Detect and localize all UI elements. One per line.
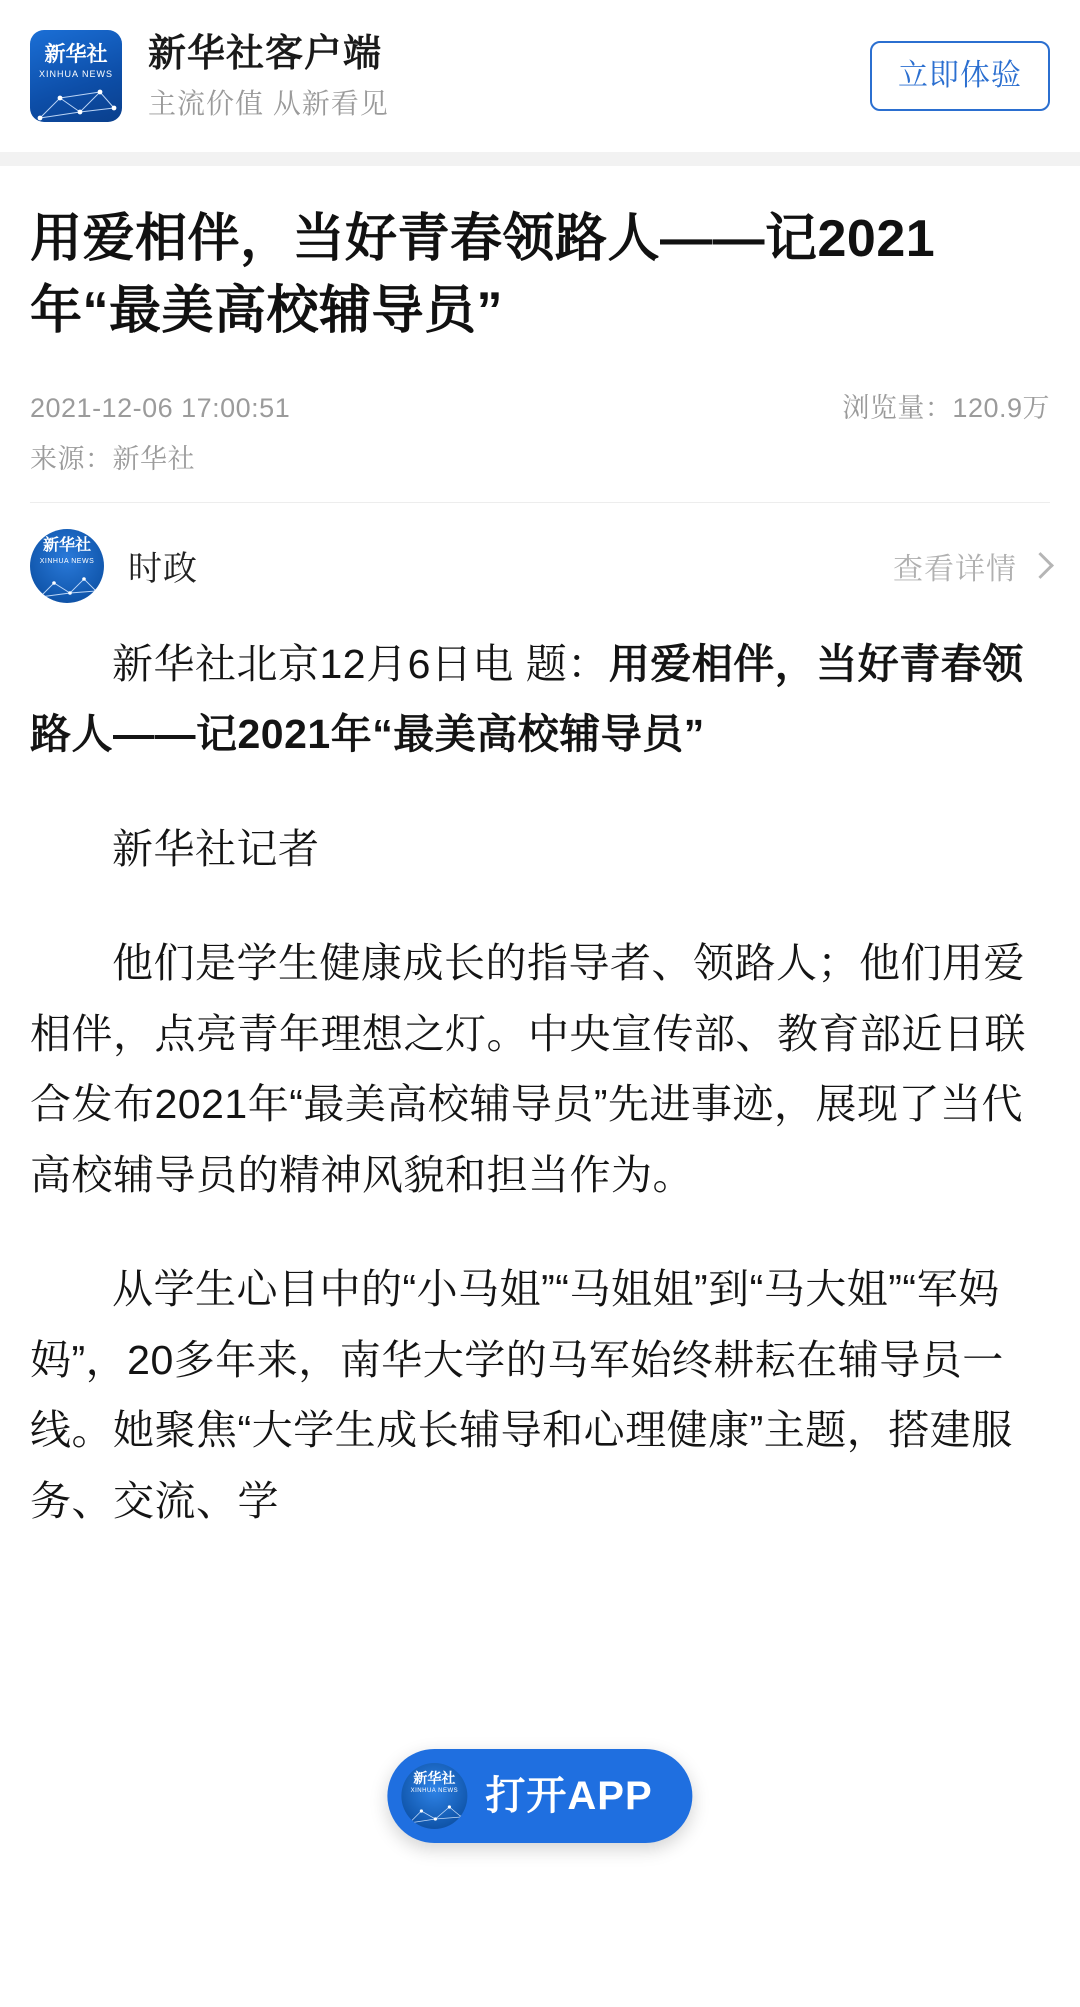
chevron-right-icon: [1027, 552, 1054, 579]
article-meta-row: [30, 386, 1050, 425]
open-app-label: 打开APP: [485, 1774, 653, 1818]
channel-detail-label: 查看详情: [893, 552, 1017, 586]
app-header-bar: [0, 0, 1080, 152]
open-app-logo-english-text: XINHUA NEWS: [410, 1788, 459, 1794]
channel-avatar-english-text: XINHUA NEWS: [39, 557, 95, 565]
paragraph-lead: [30, 629, 1050, 770]
source-label: 来源：: [30, 443, 113, 474]
channel-name[interactable]: 时政: [128, 550, 198, 588]
channel-avatar-network-graphic: [30, 569, 104, 603]
publish-timestamp: 2021-12-06 17:00:51: [30, 392, 291, 423]
section-divider: [0, 152, 1080, 166]
paragraph-body-1: 他们是学生健康成长的指导者、领路人；他们用爱相伴，点亮青年理想之灯。中央宣传部、教育部近日联合发布2021年“最美高校辅导员”先进事迹，展现了当代高校辅导员的精神风貌和担当作为。: [30, 940, 1026, 1198]
open-app-logo-chinese-text: 新华社: [413, 1770, 456, 1786]
open-app-cta-button[interactable]: 立即体验: [870, 41, 1050, 111]
paragraph-lead-title: 用爱相伴，当好青春领路人——记2021年“最美高校辅导员”: [30, 640, 1024, 758]
view-count-label: 浏览量：: [842, 392, 953, 423]
article-header: [0, 204, 1080, 629]
view-count: [842, 386, 1050, 425]
paragraph-byline: 新华社记者: [112, 825, 320, 872]
open-app-network-graphic: [401, 1799, 467, 1829]
view-count-value: 120.9万: [952, 392, 1050, 423]
source-value: 新华社: [112, 443, 195, 474]
channel-avatar-chinese-text: 新华社: [42, 536, 92, 554]
open-app-floating-button[interactable]: [387, 1749, 692, 1843]
article-source: [30, 437, 1050, 476]
logo-chinese-text: 新华社: [44, 43, 108, 66]
logo-english-text: XINHUA NEWS: [38, 69, 114, 79]
logo-network-graphic: [30, 78, 122, 122]
xinhua-logo-icon: [30, 30, 122, 122]
page-title: 用爱相伴，当好青春领路人——记2021年“最美高校辅导员”: [30, 210, 936, 340]
paragraph-dateline: 新华社北京12月6日电 题：: [112, 640, 609, 687]
open-app-logo-icon: [401, 1763, 467, 1829]
channel-row[interactable]: [30, 503, 1050, 629]
channel-avatar[interactable]: [30, 529, 104, 603]
app-slogan: 主流价值 从新看见: [148, 87, 389, 119]
channel-detail-link[interactable]: [893, 544, 1050, 588]
paragraph-body-2: 从学生心目中的“小马姐”“马姐姐”到“马大姐”“军妈妈”，20多年来，南华大学的马军始终耕耘在辅导员一线。她聚焦“大学生成长辅导和心理健康”主题，搭建服务、交流、学: [30, 1266, 1013, 1524]
app-title-block: [148, 31, 389, 120]
article-body: [0, 629, 1080, 1537]
app-name: 新华社客户端: [148, 33, 383, 76]
